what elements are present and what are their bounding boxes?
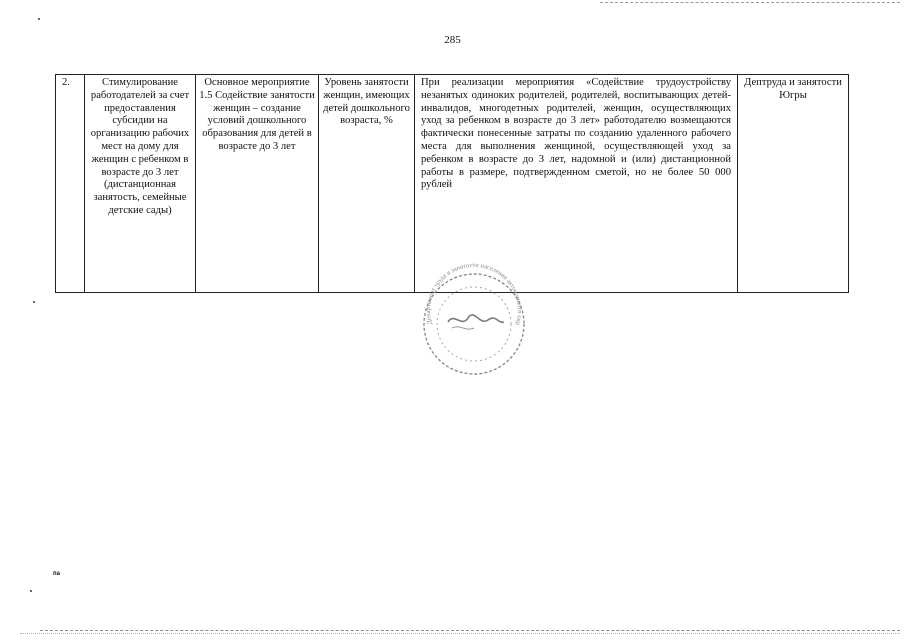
scan-artifact-line [40, 630, 900, 631]
measures-table [55, 74, 849, 293]
responsible-cell: Дептруда и занятости Югры [738, 75, 849, 293]
scan-artifact-line [20, 633, 900, 634]
scan-speck [33, 301, 35, 303]
scan-artifact-line [600, 2, 900, 3]
scan-speck [38, 18, 40, 20]
page-number: 285 [444, 34, 461, 46]
footer-mark: па [53, 571, 60, 577]
indicator-cell: Уровень занятости женщин, имеющих детей дошкольного возраста, % [319, 75, 415, 293]
stamp-text: Департамент труда и занятости населения автономного окр [424, 262, 524, 326]
table-row [56, 75, 849, 293]
scan-speck [30, 590, 32, 592]
row-number-cell: 2. [56, 75, 85, 293]
event-cell: Стимулирование работодателей за счет предоставления субсидии на организацию рабочих мест на дому для женщин с ребенком в возрасте до 3 лет (дистанционная занятость, семейные детские сады) [85, 75, 196, 293]
main-measure-cell: Основное мероприятие 1.5 Содействие занятости женщин – создание условий дошкольного образования для детей в возрасте до 3 лет [196, 75, 319, 293]
description-cell: При реализации мероприятия «Содействие трудоустройству незанятых одиноких родителей, родителей, воспитывающих детей-инвалидов, многодетных родителей, женщин, осуществляющих уход за ребенком в возрасте до 3 лет» работодателю возмещаются фактически понесенные затраты по созданию удаленного рабочего места для выполнения женщиной, осуществляющей уход за ребенком в возрасте до 3 лет, надомной и (или) дистанционной работы в размере, подтвержденном сметой, но не более 50 000 рублей [415, 75, 738, 293]
official-stamp-seal [418, 262, 530, 380]
